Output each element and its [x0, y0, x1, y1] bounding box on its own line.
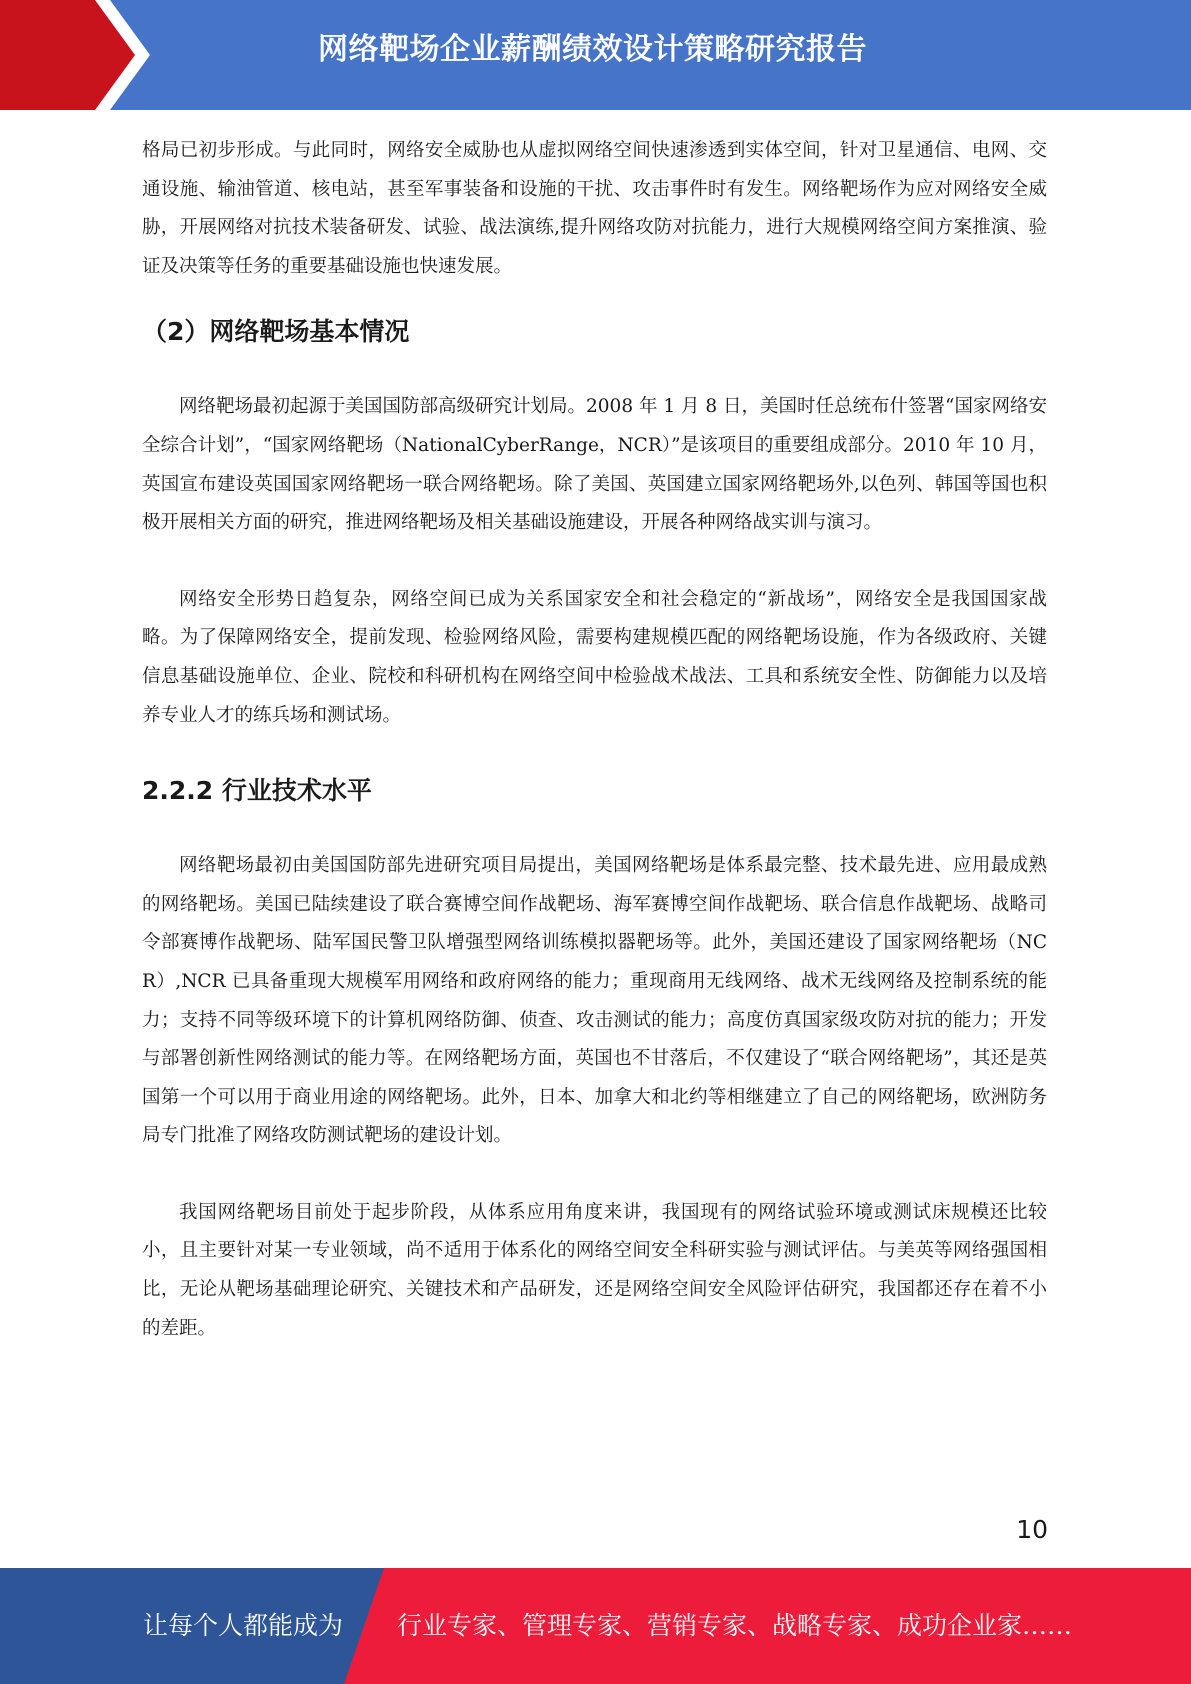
document-title: 网络靶场企业薪酬绩效设计策略研究报告: [318, 32, 867, 67]
page-number: 10: [1016, 1515, 1048, 1544]
document-body: [142, 132, 1047, 1348]
paragraph-origin: 网络靶场最初起源于美国国防部高级研究计划局。2008 年 1 月 8 日，美国时任总统布什签署“国家网络安全综合计划”，“国家网络靶场（NationalCyberRange，NCR）”是该项目的重要组成部分。2010 年 10 月，英国宣布建设英国国家网络靶场一联合网络靶场。除了美国、英国建立国家网络靶场外,以色列、韩国等国也积极开展相关方面的研究，推进网络靶场及相关基础设施建设，开展各种网络战实训与演习。: [142, 396, 1047, 534]
header-red-chevron: [0, 0, 150, 110]
paragraph-us-ranges: 网络靶场最初由美国国防部先进研究项目局提出，美国网络靶场是体系最完整、技术最先进、应用最成熟的网络靶场。美国已陆续建设了联合赛博空间作战靶场、海军赛博空间作战靶场、联合信息作战靶场、战略司令部赛博作战靶场、陆军国民警卫队增强型网络训练模拟器靶场等。此外，美国还建设了国家网络靶场（NCR）,NCR 已具备重现大规模军用网络和政府网络的能力；重现商用无线网络、战术无线网络及控制系统的能力；支持不同等级环境下的计算机网络防御、侦查、攻击测试的能力；高度仿真国家级攻防对抗的能力；开发与部署创新性网络测试的能力等。在网络靶场方面，英国也不甘落后，不仅建设了“联合网络靶场”，其还是英国第一个可以用于商业用途的网络靶场。此外，日本、加拿大和北约等相继建立了自己的网络靶场，欧洲防务局专门批准了网络攻防测试靶场的建设计划。: [142, 855, 1047, 1147]
paragraph-continued: 格局已初步形成。与此同时，网络安全威胁也从虚拟网络空间快速渗透到实体空间，针对卫星通信、电网、交通设施、输油管道、核电站，甚至军事装备和设施的干扰、攻击事件时有发生。网络靶场作为应对网络安全威胁，开展网络对抗技术装备研发、试验、战法演练,提升网络攻防对抗能力，进行大规模网络空间方案推演、验证及决策等任务的重要基础设施也快速发展。: [142, 140, 1047, 277]
section-heading-tech-level: 2.2.2 行业技术水平: [142, 776, 372, 806]
paragraph-china-status: 我国网络靶场目前处于起步阶段，从体系应用角度来讲，我国现有的网络试验环境或测试床规模还比较小，且主要针对某一专业领域，尚不适用于体系化的网络空间安全科研实验与测试评估。与美英等网络强国相比，无论从靶场基础理论研究、关键技术和产品研发，还是网络空间安全风险评估研究，我国都还存在着不小的差距。: [142, 1201, 1047, 1339]
paragraph-security-situation: 网络安全形势日趋复杂，网络空间已成为关系国家安全和社会稳定的“新战场”，网络安全是我国国家战略。为了保障网络安全，提前发现、检验网络风险，需要构建规模匹配的网络靶场设施，作为各级政府、关键信息基础设施单位、企业、院校和科研机构在网络空间中检验战术战法、工具和系统安全性、防御能力以及培养专业人才的练兵场和测试场。: [142, 588, 1047, 726]
footer-slogan-right: 行业专家、管理专家、营销专家、战略专家、成功企业家……: [397, 1611, 1073, 1640]
page-header: [0, 0, 1191, 110]
page-footer: [0, 1568, 1191, 1684]
section-heading-basic-situation: （2）网络靶场基本情况: [142, 317, 410, 347]
footer-slogan-left: 让每个人都能成为: [143, 1611, 344, 1640]
